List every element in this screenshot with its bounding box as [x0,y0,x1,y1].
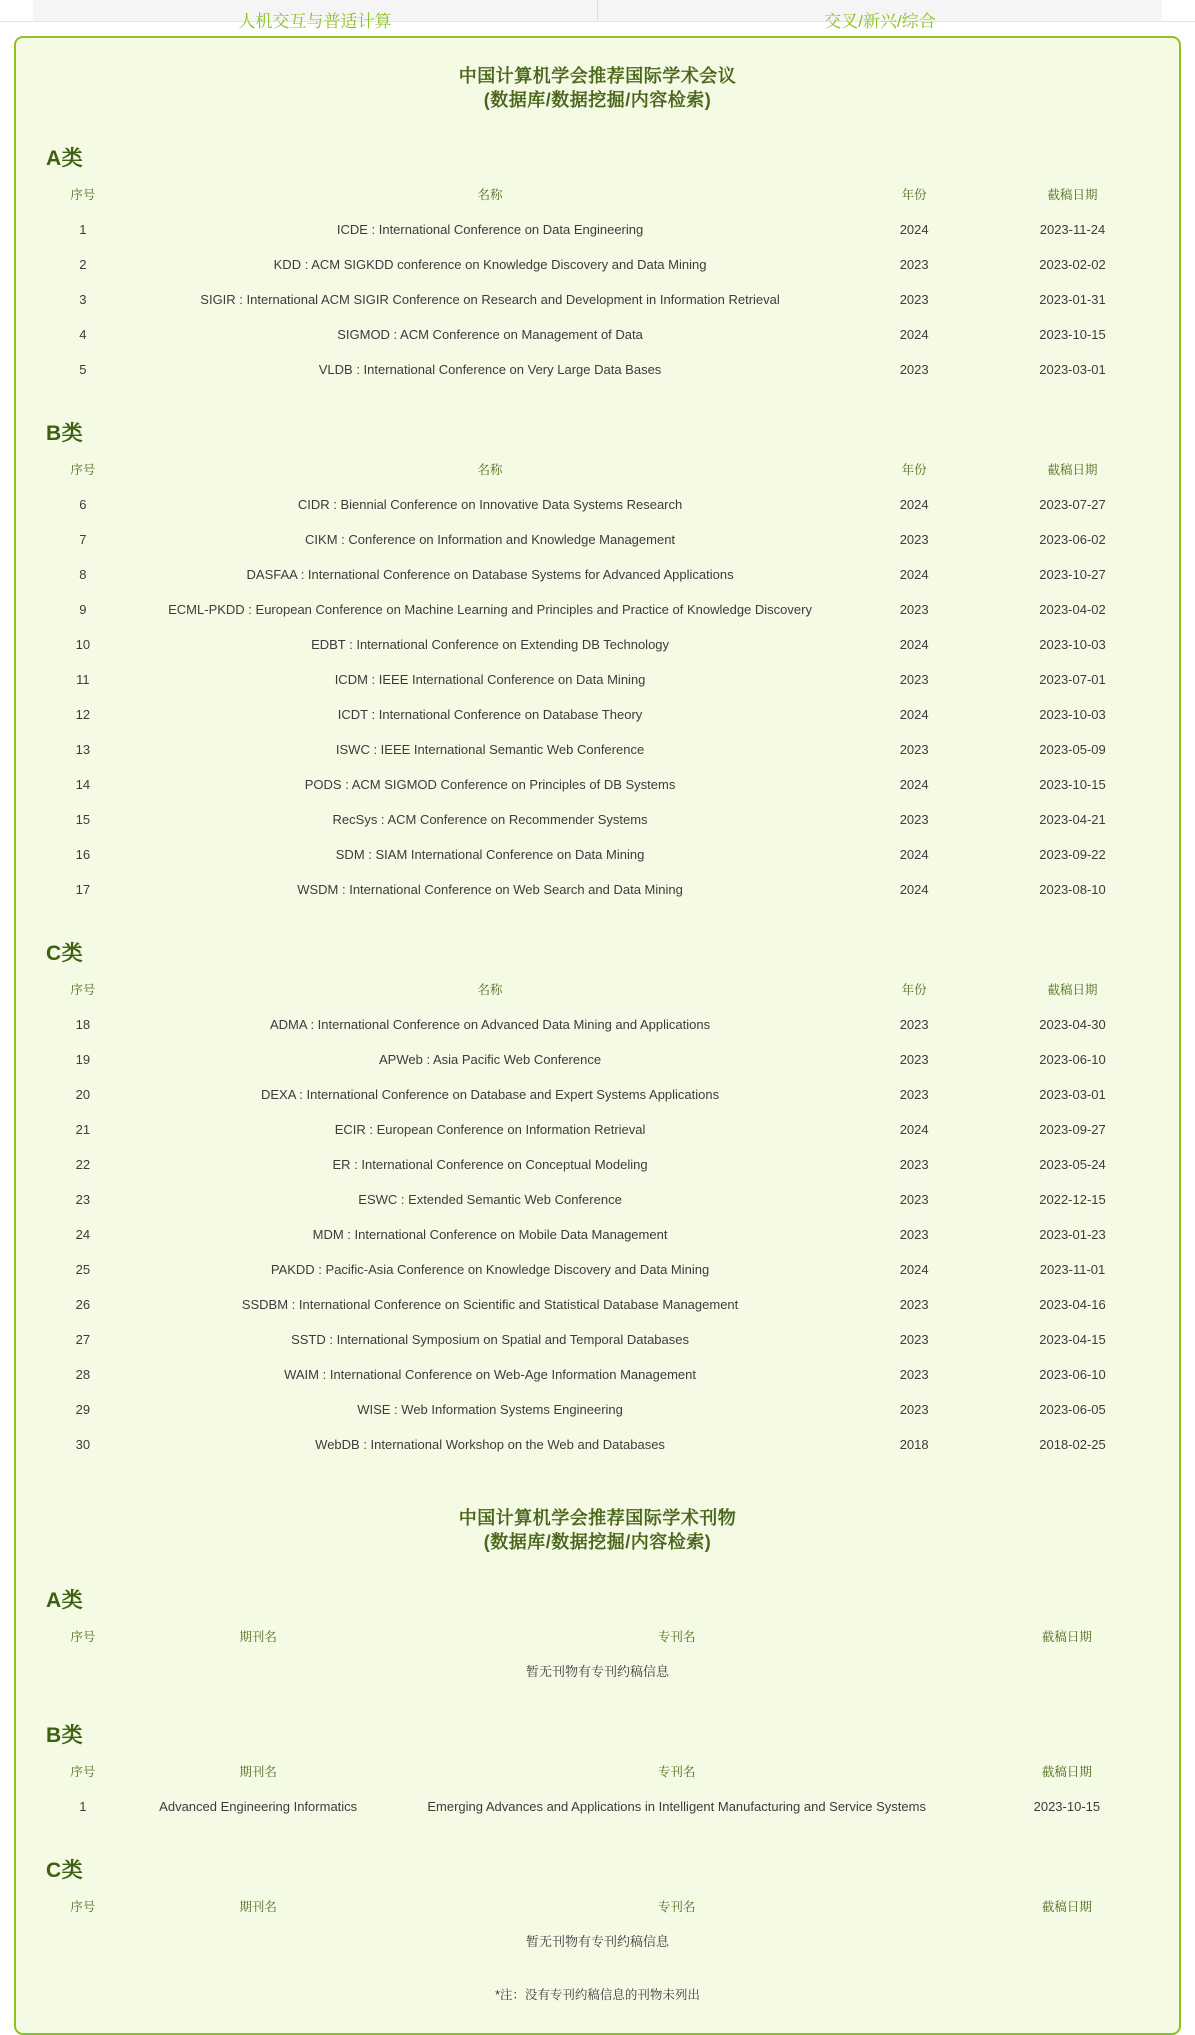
table-row[interactable] [32,732,1163,767]
table-row[interactable] [32,802,1163,837]
cell-no: 13 [75,742,91,757]
cell-year: 2024 [899,222,929,237]
cell-year: 2023 [899,362,929,377]
cell-no: 1 [79,222,87,237]
column-header-no: 序号 [70,1900,96,1914]
journal-title-line2: (数据库/数据挖掘/内容检索) [483,1532,712,1552]
cell-year: 2023 [899,1367,929,1382]
cell-deadline: 2023-01-23 [1039,1227,1106,1242]
column-header-name: 名称 [477,463,503,477]
cell-year: 2023 [899,1192,929,1207]
cell-year: 2024 [899,327,929,342]
cell-year: 2024 [899,847,929,862]
cell-special-issue-name: Emerging Advances and Applications in Intelligent Manufacturing and Service Systems [427,1799,926,1814]
cell-no: 19 [75,1052,91,1067]
column-header-journal: 期刊名 [239,1630,277,1644]
table-row[interactable] [32,1392,1163,1427]
cell-conference-name: WSDM : International Conference on Web Search and Data Mining [297,882,683,897]
cell-conference-name: KDD : ACM SIGKDD conference on Knowledge Discovery and Data Mining [273,257,707,272]
cell-year: 2024 [899,882,929,897]
column-header-year: 年份 [901,188,927,202]
cell-deadline: 2023-11-24 [1039,222,1106,237]
cell-deadline: 2023-04-30 [1039,1017,1106,1032]
cell-no: 26 [75,1297,91,1312]
cell-no: 25 [75,1262,91,1277]
cell-year: 2023 [899,1157,929,1172]
cell-year: 2023 [899,602,929,617]
table-row[interactable] [32,1147,1163,1182]
cell-no: 15 [75,812,91,827]
conference-table [32,973,1163,1462]
cell-year: 2024 [899,497,929,512]
conference-category-heading: C类 [46,942,84,965]
cell-conference-name: ESWC : Extended Semantic Web Conference [358,1192,622,1207]
cell-no: 7 [79,532,87,547]
cell-no: 22 [75,1157,91,1172]
column-header-no: 序号 [70,188,96,202]
cell-conference-name: PODS : ACM SIGMOD Conference on Principles of DB Systems [304,777,676,792]
cell-no: 17 [75,882,91,897]
table-header-row [32,1755,1163,1789]
cell-year: 2024 [899,777,929,792]
table-row[interactable] [32,697,1163,732]
cell-conference-name: EDBT : International Conference on Extending DB Technology [311,637,670,652]
table-header-row [32,973,1163,1007]
cell-conference-name: VLDB : International Conference on Very Large Data Bases [318,362,662,377]
column-header-year: 年份 [901,983,927,997]
table-row[interactable] [32,1182,1163,1217]
cell-deadline: 2023-01-31 [1039,292,1106,307]
cell-year: 2024 [899,637,929,652]
cell-conference-name: ICDE : International Conference on Data Engineering [336,222,644,237]
cell-no: 21 [75,1122,91,1137]
cell-deadline: 2023-06-02 [1039,532,1106,547]
cfp-card [14,36,1181,2035]
cell-deadline: 2023-10-03 [1039,637,1106,652]
cell-year: 2023 [899,1087,929,1102]
table-row[interactable] [32,1789,1163,1824]
cell-year: 2023 [899,292,929,307]
column-header-no: 序号 [70,1765,96,1779]
table-row[interactable] [32,1322,1163,1357]
cell-no: 2 [79,257,87,272]
empty-message: 暂无刊物有专刊约稿信息 [525,1934,669,1949]
cell-no: 3 [79,292,87,307]
cell-year: 2023 [899,1332,929,1347]
journal-category-heading: A类 [46,1589,84,1612]
cell-deadline: 2023-09-22 [1039,847,1106,862]
column-header-special-issue: 专刊名 [657,1765,696,1779]
cell-no: 5 [79,362,87,377]
journal-title-line1: 中国计算机学会推荐国际学术刊物 [458,1508,737,1528]
cell-deadline: 2023-10-27 [1039,567,1106,582]
cell-year: 2023 [899,1297,929,1312]
cell-year: 2018 [899,1437,929,1452]
column-header-name: 名称 [477,983,503,997]
conference-table [32,453,1163,907]
cell-deadline: 2023-07-01 [1039,672,1106,687]
table-header-row [32,178,1163,212]
cell-conference-name: PAKDD : Pacific-Asia Conference on Knowledge Discovery and Data Mining [270,1262,710,1277]
cell-conference-name: ISWC : IEEE International Semantic Web Conference [335,742,645,757]
cell-conference-name: ECIR : European Conference on Information Retrieval [334,1122,646,1137]
table-row[interactable] [32,1042,1163,1077]
column-header-special-issue: 专刊名 [657,1630,696,1644]
cell-no: 24 [75,1227,91,1242]
conference-title-line1: 中国计算机学会推荐国际学术会议 [458,66,737,86]
column-header-deadline: 截稿日期 [1041,1765,1092,1779]
table-header-row [32,1890,1163,1924]
cell-year: 2024 [899,567,929,582]
empty-message: 暂无刊物有专刊约稿信息 [525,1664,669,1679]
conference-category-heading: A类 [46,147,84,170]
table-row[interactable] [32,282,1163,317]
table-row[interactable] [32,1252,1163,1287]
table-row[interactable] [32,487,1163,522]
cell-year: 2024 [899,1122,929,1137]
table-row[interactable] [32,317,1163,352]
cell-deadline: 2023-07-27 [1039,497,1106,512]
column-header-deadline: 截稿日期 [1047,463,1098,477]
cell-conference-name: SDM : SIAM International Conference on Data Mining [335,847,645,862]
column-header-deadline: 截稿日期 [1041,1900,1092,1914]
cell-no: 30 [75,1437,91,1452]
cell-conference-name: DEXA : International Conference on Database and Expert Systems Applications [260,1087,720,1102]
cell-year: 2023 [899,1052,929,1067]
cell-conference-name: SIGIR : International ACM SIGIR Conference on Research and Development in Information Retrieval [200,292,780,307]
journal-body [32,1584,1163,1959]
column-header-no: 序号 [70,1630,96,1644]
cell-no: 28 [75,1367,91,1382]
journal-section-title [32,1506,1163,1554]
clipped-tab-strip [0,0,1195,31]
table-row[interactable] [32,662,1163,697]
tab-interdisciplinary-emerging[interactable]: 交叉/新兴/综合 [824,12,936,31]
cell-deadline: 2018-02-25 [1039,1437,1106,1452]
cell-conference-name: DASFAA : International Conference on Database Systems for Advanced Applications [246,567,734,582]
cell-year: 2024 [899,1262,929,1277]
conference-section-title [32,64,1163,112]
tab-strip-right-edge [1162,0,1195,21]
cell-deadline: 2022-12-15 [1039,1192,1106,1207]
column-header-journal: 期刊名 [239,1900,277,1914]
cell-deadline: 2023-11-01 [1039,1262,1106,1277]
cell-deadline: 2023-04-02 [1039,602,1106,617]
column-header-no: 序号 [70,983,96,997]
cell-no: 11 [76,672,90,687]
cell-no: 12 [75,707,91,722]
cell-deadline: 2023-04-15 [1039,1332,1106,1347]
empty-row [32,1654,1163,1689]
table-row[interactable] [32,212,1163,247]
cell-deadline: 2023-05-09 [1039,742,1106,757]
cell-no: 18 [75,1017,91,1032]
conference-body [32,142,1163,1462]
journal-footnote: *注：没有专刊约稿信息的刊物未列出 [495,1988,700,2002]
cell-year: 2023 [899,742,929,757]
cell-year: 2023 [899,1017,929,1032]
table-header-row [32,453,1163,487]
cell-deadline: 2023-08-10 [1039,882,1106,897]
cell-no: 20 [75,1087,91,1102]
journal-table [32,1755,1163,1824]
cell-year: 2023 [899,1402,929,1417]
cell-deadline: 2023-06-05 [1039,1402,1106,1417]
table-header-row [32,1620,1163,1654]
cell-deadline: 2023-09-27 [1039,1122,1106,1137]
cell-deadline: 2023-02-02 [1039,257,1106,272]
table-row[interactable] [32,1287,1163,1322]
cell-deadline: 2023-06-10 [1039,1367,1106,1382]
table-row[interactable] [32,557,1163,592]
journal-category-heading: C类 [46,1859,84,1882]
cell-no: 16 [75,847,91,862]
table-row[interactable] [32,1077,1163,1112]
cell-journal-name: Advanced Engineering Informatics [159,1799,358,1814]
cell-conference-name: ICDM : IEEE International Conference on Data Mining [334,672,646,687]
tab-hci-ubiquitous-computing[interactable]: 人机交互与普适计算 [238,12,392,31]
cell-no: 10 [75,637,91,652]
table-row[interactable] [32,872,1163,907]
table-row[interactable] [32,627,1163,662]
cell-no: 23 [75,1192,91,1207]
cell-deadline: 2023-10-15 [1039,777,1106,792]
cell-deadline: 2023-10-03 [1039,707,1106,722]
cell-year: 2023 [899,672,929,687]
table-row[interactable] [32,522,1163,557]
table-row[interactable] [32,352,1163,387]
cell-deadline: 2023-06-10 [1039,1052,1106,1067]
cell-year: 2023 [899,812,929,827]
cell-deadline: 2023-03-01 [1039,1087,1106,1102]
cell-conference-name: CIKM : Conference on Information and Knowledge Management [305,532,676,547]
table-row[interactable] [32,1357,1163,1392]
column-header-name: 名称 [477,188,503,202]
column-header-journal: 期刊名 [239,1765,277,1779]
cell-conference-name: ADMA : International Conference on Advanced Data Mining and Applications [269,1017,711,1032]
conference-title-line2: (数据库/数据挖掘/内容检索) [483,90,712,110]
cell-deadline: 2023-05-24 [1039,1157,1106,1172]
column-header-no: 序号 [70,463,96,477]
cell-conference-name: WAIM : International Conference on Web-Age Information Management [284,1367,696,1382]
cell-conference-name: APWeb : Asia Pacific Web Conference [379,1052,602,1067]
cell-conference-name: SSDBM : International Conference on Scientific and Statistical Database Management [241,1297,739,1312]
cell-conference-name: WebDB : International Workshop on the Web and Databases [315,1437,665,1452]
tab-strip-left-edge [0,0,33,21]
cell-deadline: 2023-10-15 [1033,1799,1101,1814]
cell-conference-name: SSTD : International Symposium on Spatial and Temporal Databases [291,1332,689,1347]
table-row[interactable] [32,1217,1163,1252]
column-header-deadline: 截稿日期 [1047,983,1098,997]
column-header-deadline: 截稿日期 [1041,1630,1092,1644]
cell-conference-name: ECML-PKDD : European Conference on Machine Learning and Principles and Practice of Knowledge Discovery [168,602,812,617]
cell-no: 27 [75,1332,91,1347]
conference-category-heading: B类 [46,422,84,445]
cell-deadline: 2023-04-16 [1039,1297,1106,1312]
table-row[interactable] [32,247,1163,282]
cell-year: 2024 [899,707,929,722]
table-row[interactable] [32,1427,1163,1462]
journal-table [32,1620,1163,1689]
table-row[interactable] [32,1007,1163,1042]
table-row[interactable] [32,767,1163,802]
journal-table [32,1890,1163,1959]
cell-conference-name: WISE : Web Information Systems Engineering [357,1402,623,1417]
cell-no: 9 [79,602,87,617]
cell-deadline: 2023-03-01 [1039,362,1106,377]
cell-no: 29 [75,1402,91,1417]
table-row[interactable] [32,1112,1163,1147]
cell-conference-name: ER : International Conference on Conceptual Modeling [332,1157,648,1172]
table-row[interactable] [32,837,1163,872]
cell-deadline: 2023-10-15 [1039,327,1106,342]
cell-conference-name: MDM : International Conference on Mobile Data Management [312,1227,668,1242]
cell-conference-name: SIGMOD : ACM Conference on Management of Data [337,327,643,342]
cell-no: 14 [75,777,91,792]
cell-no: 8 [79,567,87,582]
cell-year: 2023 [899,257,929,272]
cell-no: 4 [79,327,87,342]
column-header-deadline: 截稿日期 [1047,188,1098,202]
cell-conference-name: ICDT : International Conference on Database Theory [337,707,643,722]
cell-conference-name: RecSys : ACM Conference on Recommender Systems [332,812,648,827]
column-header-year: 年份 [901,463,927,477]
cell-conference-name: CIDR : Biennial Conference on Innovative Data Systems Research [297,497,683,512]
empty-row [32,1924,1163,1959]
table-row[interactable] [32,592,1163,627]
cell-no: 6 [79,497,87,512]
cell-deadline: 2023-04-21 [1039,812,1106,827]
cell-no: 1 [79,1799,87,1814]
column-header-special-issue: 专刊名 [657,1900,696,1914]
cell-year: 2023 [899,1227,929,1242]
conference-table [32,178,1163,387]
journal-category-heading: B类 [46,1724,84,1747]
cell-year: 2023 [899,532,929,547]
